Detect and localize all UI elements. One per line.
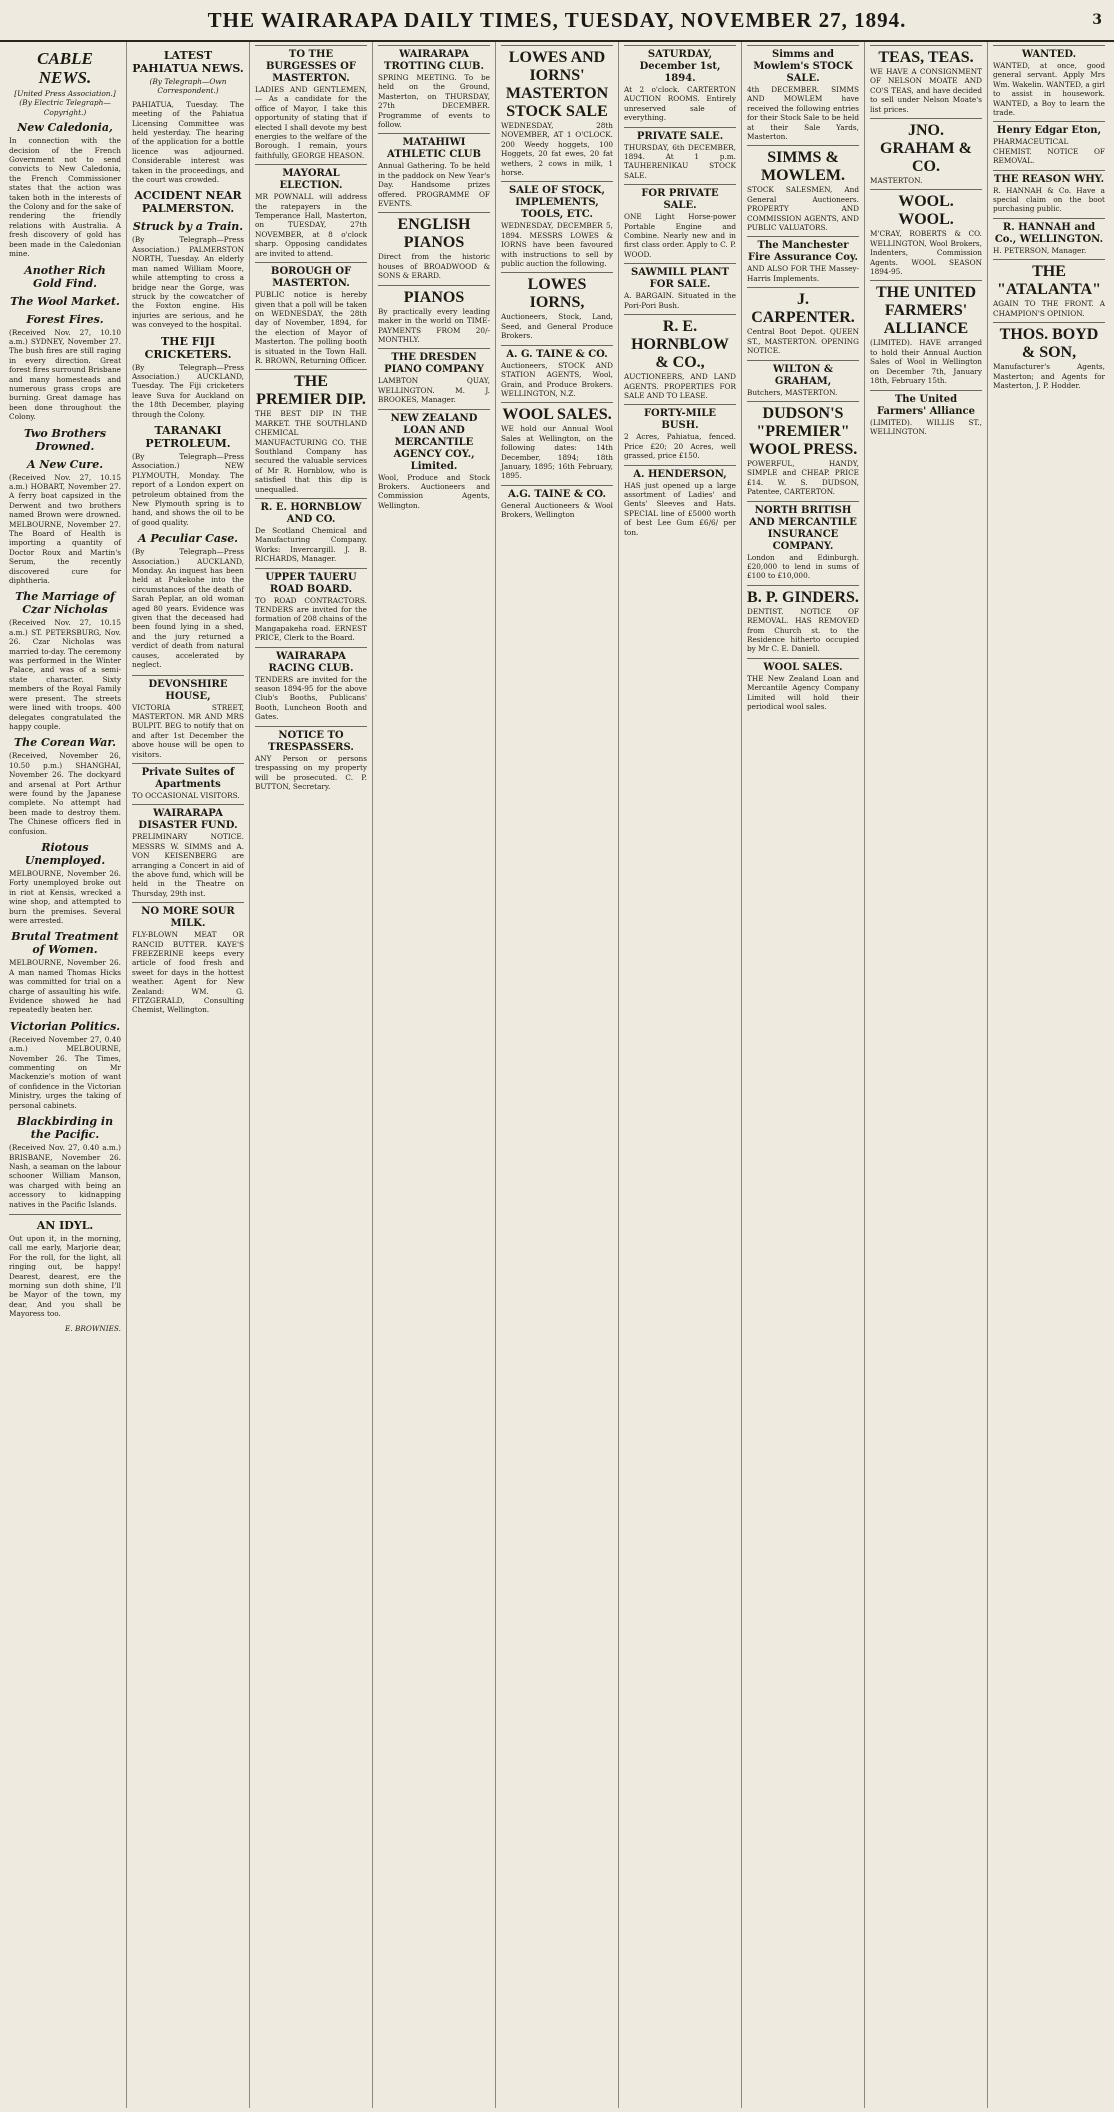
ad-body: MASTERTON. (870, 176, 923, 186)
article-heading: Struck by a Train. (132, 220, 244, 234)
column-auctions (619, 42, 742, 2108)
ad-body: POWERFUL, HANDY, SIMPLE and CHEAP. PRICE £14. W. S. DUDSON, Patentee, CARTERTON. (747, 458, 859, 497)
ad-body: 4th DECEMBER. SIMMS AND MOWLEM have received the following entries for their Stock Sale to be held at their Sale Yards, Masterton. (747, 85, 859, 142)
column-stock-sales (496, 42, 619, 2108)
advertisement (624, 404, 736, 460)
article-body: (By Telegraph—Press Association.) AUCKLAND, Monday. An inquest has been held at Pukekohe into the circumstances of the death of Sarah Peplar, an old woman aged 80 years. Evidence was given that the deceased had been found lying in a shed, and the jury returned a verdict of death from natural causes, accelerated by neglect. (132, 547, 244, 670)
ad-body: HAS just opened up a large assortment of Ladies' and Gents' Sleeves and Hats. SPECIAL line of £5000 worth of best Lee Gum £6/6/ per ton. (624, 480, 736, 537)
advertisement (378, 348, 490, 404)
advertisement (993, 322, 1105, 390)
article (132, 424, 244, 527)
article (132, 335, 244, 419)
article-heading: A New Cure. (26, 457, 104, 471)
ad-body: De Scotland Chemical and Manufacturing Company. Works: Invercargill. J. B. RICHARDS, Manager. (255, 526, 367, 564)
ad-body: By practically every leading maker in the world on TIME-PAYMENTS FROM 20/- MONTHLY. (378, 306, 490, 344)
article-heading: New Caledonia, (17, 121, 113, 135)
advertisement (624, 465, 736, 537)
section-heading: CABLE NEWS. (37, 49, 93, 87)
article (9, 264, 121, 290)
article-body: (By Telegraph—Press Association.) AUCKLAND, Tuesday. The Fiji cricketers leave Suva for Auckland on the 18th December, playing through the Colony. (132, 362, 244, 419)
article (132, 220, 244, 329)
article-body: (Received Nov. 27, 0.40 a.m.) BRISBANE, November 26. Nash, a seaman on the labour schooner William Manson, was charged with being an accessory to kidnapping natives in the Pacific Islands. (9, 1143, 121, 1209)
ad-heading: Simms and Mowlem's STOCK SALE. (753, 49, 853, 84)
ad-heading: R. E. HORNBLOW & CO., (631, 318, 729, 372)
ad-body: ONE Light Horse-power Portable Engine and Combine. Nearly new and in first class order. Apply to C. P. WOOD. (624, 212, 736, 259)
advertisement (624, 127, 736, 181)
article-heading: Brutal Treatment of Women. (11, 930, 119, 957)
column-pahiatua-news (127, 42, 250, 2108)
advertisement (378, 133, 490, 208)
article-heading: TARANAKI PETROLEUM. (145, 423, 231, 450)
article-heading: ACCIDENT NEAR PALMERSTON. (134, 189, 242, 216)
ad-body: Auctioneers, Stock, Land, Seed, and General Produce Brokers. (501, 312, 613, 341)
ad-heading: MAYORAL ELECTION. (279, 168, 343, 192)
advertisement (624, 184, 736, 259)
ad-heading: PRIVATE SALE. (636, 130, 724, 142)
ad-body: Manufacturer's Agents, Masterton; and Agents for Masterton, J. P. Hodder. (993, 362, 1105, 390)
article-heading: Victorian Politics. (9, 1019, 121, 1033)
ad-body: Central Boot Depot. QUEEN ST., MASTERTON. OPENING NOTICE. (747, 327, 859, 356)
advertisement (993, 45, 1105, 117)
ad-heading: DEVONSHIRE HOUSE, (148, 678, 228, 702)
advertisement (501, 345, 613, 399)
article-heading: THE FIJI CRICKETERS. (144, 334, 232, 361)
advertisement (747, 501, 859, 581)
ad-heading: SATURDAY, December 1st, 1894. (639, 49, 721, 84)
ad-body: THURSDAY, 6th DECEMBER, 1894. At 1 p.m. TAUHERENIKAU STOCK SALE. (624, 142, 736, 180)
advertisement (747, 585, 859, 654)
ad-heading: WOOL. WOOL. (898, 193, 954, 229)
ad-body: PRELIMINARY NOTICE. MESSRS W. SIMMS and A. VON KEISENBERG are arranging a Concert in aid of the above fund, which will be held in the Theatre on Thursday, 29th inst. (132, 832, 244, 898)
ad-body: VICTORIA STREET, MASTERTON. MR AND MRS BULPIT. BEG to notify that on and after 1st December the above house will be open to visitors. (132, 702, 244, 759)
article-body: (Received Nov. 27, 10.10 a.m.) SYDNEY, November 27. The bush fires are still raging in every direction. Great forest fires surround Brisbane and many homesteads and numerous grass crops are burning. Great damage has been done throughout the Colony. (9, 327, 121, 422)
article-body: (Received Nov. 27, 10.15 a.m.) HOBART, November 27. A ferry boat capsized in the Derwent and two brothers named Brown were drowned. MELBOURNE, November 27. The Board of Health is importing a quantity of Doctor Roux and Martin's Serum, the recently discovered cure for diphtheria. (9, 472, 121, 586)
ad-body: PUBLIC notice is hereby given that a poll will be taken on WEDNESDAY, the 28th day of November, 1894, for the election of Mayor of Masterton. The polling booth is situated in the Town Hall. R. BROWN, Returning Officer. (255, 290, 367, 365)
advertisement (255, 647, 367, 722)
ad-body: TO OCCASIONAL VISITORS. (132, 790, 240, 800)
advertisement (870, 189, 982, 276)
article (9, 295, 121, 308)
advertisement (132, 902, 244, 1015)
advertisement (132, 804, 244, 898)
ad-body: WEDNESDAY, DECEMBER 5, 1894. MESSRS LOWES & IORNS have been favoured with instructions to sell by public auction the following. (501, 221, 613, 269)
ad-heading: NO MORE SOUR MILK. (141, 906, 235, 930)
article (9, 841, 121, 925)
advertisement (747, 236, 859, 283)
article (132, 189, 244, 215)
article (9, 736, 121, 836)
column-notices (250, 42, 373, 2108)
article (132, 100, 244, 185)
advertisement (132, 675, 244, 759)
ad-heading: SALE OF STOCK, IMPLEMENTS, TOOLS, ETC. (509, 185, 605, 221)
ad-heading: BOROUGH OF MASTERTON. (270, 266, 352, 290)
article-body: (Received, November 26, 10.50 p.m.) SHANGHAI, November 26. The dockyard and arsenal at Port Arthur were found by the Japanese complete. No attempt had been made to destroy them. The Chinese officers fled in confusion. (9, 751, 121, 836)
ad-body: WE HAVE A CONSIGNMENT OF NELSON MOATE AND CO'S TEAS, and have decided to sell under Nelson Moate's list prices. (870, 67, 982, 114)
advertisement (993, 170, 1105, 214)
advertisement (132, 763, 244, 800)
ad-heading: Henry Edgar Eton, (996, 125, 1102, 137)
advertisement (501, 402, 613, 480)
ad-body: WEDNESDAY, 28th NOVEMBER, AT 1 O'CLOCK. 200 Weedy hoggets, 100 Hoggets, 20 fat ewes, 20 fat wethers, 2 cows in milk, 1 horse. (501, 121, 613, 178)
ad-body: MR POWNALL will address the ratepayers in the Temperance Hall, Masterton, on TUESDAY, 27th NOVEMBER, at 8 o'clock sharp. Opposing candidates are invited to attend. (255, 192, 367, 258)
ad-body: TENDERS are invited for the season 1894-95 for the above Club's Booths, Publicans' Booth, Luncheon Booth and Gates. (255, 674, 367, 722)
article (9, 930, 121, 1014)
ad-heading: PIANOS (403, 288, 465, 306)
article (9, 590, 121, 731)
ad-body: AND ALSO FOR THE Massey-Harris Implements. (747, 264, 859, 283)
column-grid (4, 42, 1110, 2108)
ad-heading: NEW ZEALAND LOAN AND MERCANTILE AGENCY COY., Limited. (390, 412, 478, 472)
ad-body: SPRING MEETING. To be held on the Ground, Masterton, on THURSDAY, 27th DECEMBER. Programme of events to follow. (378, 73, 490, 130)
ad-body: Auctioneers, STOCK AND STATION AGENTS, Wool, Grain, and Produce Brokers. WELLINGTON, N.Z. (501, 360, 613, 398)
column-cable-news (4, 42, 127, 2108)
advertisement (255, 45, 367, 160)
advertisement (378, 212, 490, 280)
ad-heading: R. E. HORNBLOW AND CO. (260, 502, 362, 525)
ad-heading: ENGLISH PIANOS (397, 216, 471, 252)
article-heading: Two Brothers Drowned. (23, 426, 107, 453)
advertisement (378, 285, 490, 345)
ad-heading: THE DRESDEN PIANO COMPANY (384, 352, 484, 376)
ad-body: (LIMITED). HAVE arranged to hold their Annual Auction Sales of Wool in Wellington on December 7th, January 18th, February 15th. (870, 338, 982, 386)
advertisement (993, 218, 1105, 255)
ad-heading: THE REASON WHY. (993, 173, 1105, 185)
advertisement (501, 45, 613, 177)
ad-body: WE hold our Annual Wool Sales at Wellington, on the following dates: 14th December, 1894; 18th January, 1895; 16th February, 1895. (501, 424, 613, 481)
advertisement (624, 263, 736, 310)
advertisement (255, 568, 367, 643)
advertisement (624, 45, 736, 123)
ad-heading: THOS. BOYD & SON, (999, 326, 1099, 362)
ad-body: A. BARGAIN. Situated in the Pori-Pori Bush. (624, 291, 736, 310)
ad-heading: SAWMILL PLANT FOR SALE. (631, 267, 729, 291)
advertisement (255, 726, 367, 792)
ad-body: (LIMITED). WILLIS ST., WELLINGTON. (870, 417, 982, 436)
ad-body: Direct from the historic houses of BROADWOOD & SONS & ERARD. (378, 252, 490, 281)
ad-heading: WOOL SALES. (502, 406, 612, 424)
article-heading: A Peculiar Case. (137, 532, 239, 546)
ad-body: STOCK SALESMEN, And General Auctioneers. PROPERTY AND COMMISSION AGENTS, AND PUBLIC VALUATORS. (747, 185, 859, 233)
ad-heading: WAIRARAPA RACING CLUB. (268, 650, 354, 674)
article (9, 1020, 121, 1110)
advertisement (993, 259, 1105, 318)
newspaper-title: THE WAIRARAPA DAILY TIMES, TUESDAY, NOVEMBER 27, 1894. (207, 7, 907, 32)
ad-heading: J. CARPENTER. (751, 291, 855, 327)
ad-body: DENTIST. NOTICE OF REMOVAL. HAS REMOVED from Church st. to the Residence hitherto occupied by Mr C. E. Daniell. (747, 606, 859, 654)
masthead (0, 0, 1114, 42)
ad-heading: The United Farmers' Alliance (876, 393, 976, 417)
article-body: MELBOURNE, November 26. A man named Thomas Hicks was committed for trial on a charge of assaulting his wife. Evidence showed he had repeatedly beaten her. (9, 958, 121, 1015)
article-body: (By Telegraph—Press Association.) NEW PLYMOUTH, Monday. The report of a London expert on petroleum obtained from the New Plymouth spring is to hand, and shows the oil to be of good quality. (132, 451, 244, 527)
advertisement (255, 164, 367, 258)
ad-body: ANY Person or persons trespassing on my property will be prosecuted. C. P. BUTTON, Secretary. (255, 753, 367, 791)
ad-body: TO ROAD CONTRACTORS. TENDERS are invited for the formation of 208 chains of the Mangapakeha road. ERNEST PRICE, Clerk to the Board. (255, 595, 367, 643)
article (9, 458, 121, 586)
article-body: (Received November 27, 0.40 a.m.) MELBOURNE, November 26. The Times, commenting on Mr Mackenzie's motion of want of confidence in the Victorian Ministry, urges the taking of personal cabinets. (9, 1034, 121, 1110)
article-body: PAHIATUA, Tuesday. The meeting of the Pahiatua Licensing Committee was held yesterday. The hearing of the application for a bottle licence was adjourned. Considerable interest was taken in the proceedings, and the court was crowded. (132, 99, 244, 185)
article-body: MELBOURNE, November 26. Forty unemployed broke out in riot at Kensis, wrecked a wine shop, and attempted to burn the premises. Several were arrested. (9, 868, 121, 925)
article (132, 532, 244, 669)
advertisement (255, 498, 367, 564)
article-body: Out upon it, in the morning, call me early, Marjorie dear, For the roll, for the light, all ringing out, be happy! Dearest, dearest, ere the morning sun doth shine, I'll be Mayor of the town, my dear, And you shall be Mayoress too. (9, 1233, 121, 1319)
ad-body: R. HANNAH & Co. Have a special claim on the boot purchasing public. (993, 185, 1105, 214)
ad-heading: TO THE BURGESSES OF MASTERTON. (265, 49, 356, 84)
ad-body: THE BEST DIP IN THE MARKET. THE SOUTHLAND CHEMICAL MANUFACTURING CO. THE Southland Company has secured the valuable services of Mr R. Hornblow, who is satisfied that this dip is unequalled. (255, 409, 367, 494)
ad-body: London and Edinburgh. £20,000 to lend in sums of £100 to £10,000. (747, 552, 859, 581)
advertisement (747, 45, 859, 141)
article-body: (Received Nov. 27, 10.15 a.m.) ST. PETERSBURG, Nov. 26. Czar Nicholas was married to-day. The ceremony was performed in the Winter Palace, and was of a semi-state character. Sixty members of the Royal Family were present. The streets were lined with troops. 400 delegates congratulated the happy couple. (9, 618, 121, 731)
ad-heading: FOR PRIVATE SALE. (641, 188, 719, 212)
advertisement (501, 272, 613, 340)
ad-heading: A. G. TAINE & CO. (506, 348, 608, 360)
article (9, 313, 121, 422)
article-list (9, 121, 121, 1333)
ad-heading: WAIRARAPA TROTTING CLUB. (384, 49, 484, 72)
ad-body: Annual Gathering. To be held in the paddock on New Year's Day. Handsome prizes offered. PROGRAMME OF EVENTS. (378, 161, 490, 209)
article (9, 427, 121, 453)
ad-heading: TEAS, TEAS. (878, 49, 974, 66)
ad-body: LADIES AND GENTLEMEN,— As a candidate for the office of Mayor, I take this opportunity of stating that if elected I shall devote my best energies to the welfare of the Borough. I remain, yours faithfully, GEORGE HEASON. (255, 85, 367, 160)
ad-heading: A.G. TAINE & CO. (507, 488, 607, 500)
ad-heading: LOWES AND IORNS' MASTERTON STOCK SALE (505, 49, 609, 120)
ad-heading: THE UNITED FARMERS' ALLIANCE (875, 284, 977, 338)
ad-body: Butchers, MASTERTON. (747, 387, 838, 397)
ad-heading: THE "ATALANTA" (997, 263, 1101, 299)
ad-body: M'CRAY, ROBERTS & CO. WELLINGTON, Wool Brokers, Indenters, Commission Agents. WOOL SEASON 1894-95. (870, 229, 982, 277)
ad-heading: WILTON & GRAHAM, (773, 363, 833, 387)
ad-heading: B. P. GINDERS. (747, 588, 859, 606)
article-heading: Another Rich Gold Find. (24, 263, 106, 290)
advertisement (378, 409, 490, 511)
ad-body: AUCTIONEERS, AND LAND AGENTS. PROPERTIES FOR SALE AND TO LEASE. (624, 372, 736, 400)
advertisement (747, 145, 859, 232)
ad-heading: UPPER TAUERU ROAD BOARD. (265, 571, 357, 595)
ad-heading: R. HANNAH and Co., WELLINGTON. (994, 221, 1104, 245)
advertisement (870, 45, 982, 114)
advertisement (378, 45, 490, 129)
ad-heading: WOOL SALES. (763, 661, 843, 673)
ad-body: Wool, Produce and Stock Brokers. Auctioneers and Commission Agents, Wellington. (378, 472, 490, 510)
advertisement (501, 485, 613, 520)
ad-heading: FORTY-MILE BUSH. (643, 408, 717, 432)
column-simms-mowlem (742, 42, 865, 2108)
ad-heading: MATAHIWI ATHLETIC CLUB (387, 137, 481, 161)
ad-heading: NORTH BRITISH AND MERCANTILE INSURANCE COMPANY. (749, 504, 857, 552)
advertisement (624, 314, 736, 400)
column-teas-wool (865, 42, 988, 2108)
ad-heading: THE PREMIER DIP. (256, 373, 366, 409)
advertisement (747, 401, 859, 497)
ad-body: THE New Zealand Loan and Mercantile Agency Company Limited will hold their periodical wool sales. (747, 673, 859, 711)
ad-heading: Private Suites of Apartments (141, 766, 235, 790)
ad-heading: NOTICE TO TRESPASSERS. (268, 729, 354, 753)
article-body: In connection with the decision of the French Government not to send convicts to New Caledonia, the French Commissioner states that the action was taken both in the interests of the Colony and for the sake of rendering the friendly relations with Australia. A fresh discovery of gold has been made in the Caledonian mine. (9, 136, 121, 259)
advertisement (747, 360, 859, 397)
article-body: (By Telegraph—Press Association.) PALMERSTON NORTH, Tuesday. An elderly man named William Moore, while attempting to cross a bridge near the Gorge, was struck by the cowcatcher of the Foxton engine. His injuries are serious, and he was conveyed to the hospital. (132, 235, 244, 330)
ad-body: LAMBTON QUAY, WELLINGTON. M. J. BROOKES, Manager. (378, 376, 490, 405)
divider (9, 1214, 121, 1215)
article-heading: Forest Fires. (26, 312, 104, 326)
ad-body: FLY-BLOWN MEAT OR RANCID BUTTER. KAYE'S FREEZERINE keeps every article of food fresh and sweet for days in the hottest weather. Agent for New Zealand: WM. G. FITZGERALD, Consulting Chemist, Wellington. (132, 930, 244, 1015)
ad-body: PHARMACEUTICAL CHEMIST. NOTICE OF REMOVAL. (993, 137, 1105, 166)
ad-body: At 2 o'clock. CARTERTON AUCTION ROOMS. Entirely unreserved sale of everything. (624, 85, 736, 123)
advertisement (255, 369, 367, 494)
ad-heading: WANTED. (1021, 49, 1077, 60)
section-credit: [United Press Association.] (By Electric Telegraph—Copyright.) (14, 89, 116, 117)
article-heading: AN IDYL. (36, 1218, 94, 1232)
ad-body: WANTED, at once, good general servant. Apply Mrs Wm. Wakelin. WANTED, a girl to assist in housework. WANTED, a Boy to learn the trade. (993, 61, 1105, 118)
advertisement (870, 280, 982, 385)
article (9, 121, 121, 258)
advertisement (747, 287, 859, 355)
advertisement (870, 118, 982, 185)
ad-body: General Auctioneers & Wool Brokers, Wellington (501, 500, 613, 520)
column-events (373, 42, 496, 2108)
article-heading: The Wool Market. (10, 294, 120, 308)
ad-heading: A. HENDERSON, (633, 468, 727, 480)
ad-heading: SIMMS & MOWLEM. (761, 149, 845, 185)
article-heading: Riotous Unemployed. (24, 840, 106, 867)
advertisement (993, 121, 1105, 165)
advertisement (255, 262, 367, 365)
ad-body: 2 Acres, Pahiatua, fenced. Price £20; 20 Acres, well grassed, price £150. (624, 432, 736, 461)
article (9, 1115, 121, 1209)
article-heading: Blackbirding in the Pacific. (16, 1115, 114, 1142)
ad-heading: LOWES IORNS, (527, 276, 587, 312)
page-number: 3 (1092, 12, 1102, 28)
poem (9, 1219, 121, 1319)
section-heading: LATEST PAHIATUA NEWS. (132, 49, 244, 75)
ad-heading: The Manchester Fire Assurance Coy. (747, 240, 859, 264)
ad-body: AGAIN TO THE FRONT. A CHAMPION'S OPINION. (993, 299, 1105, 318)
signature: E. BROWNIES. (65, 1323, 121, 1333)
ad-body: H. PETERSON, Manager. (993, 245, 1087, 255)
ad-heading: WAIRARAPA DISASTER FUND. (138, 808, 238, 832)
advertisement (870, 390, 982, 437)
ad-heading: JNO. GRAHAM & CO. (880, 122, 972, 176)
column-wanted (988, 42, 1110, 2108)
section-credit: (By Telegraph—Own Correspondent.) (149, 77, 227, 96)
advertisement (747, 658, 859, 712)
article-heading: The Marriage of Czar Nicholas (15, 590, 115, 617)
ad-heading: DUDSON'S "PREMIER" WOOL PRESS. (748, 404, 858, 458)
article-heading: The Corean War. (14, 736, 116, 750)
advertisement (501, 181, 613, 268)
